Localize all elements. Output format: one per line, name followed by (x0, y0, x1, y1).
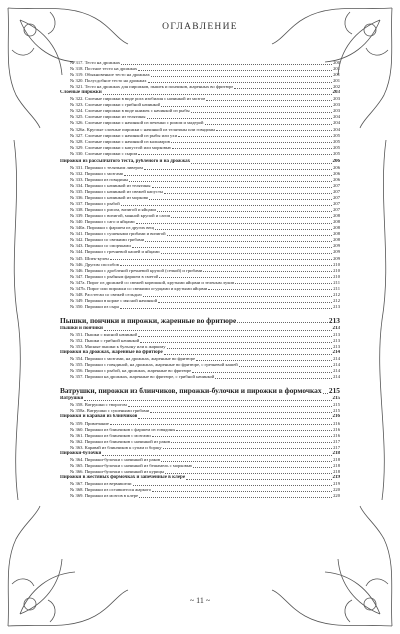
toc-page-number: 204 (333, 126, 340, 132)
toc-entry-title: № 328. Слоеные пирожки с начинкой из кальмаров (70, 138, 170, 144)
toc-page-number: 212 (333, 291, 340, 297)
toc-page-number: 218 (333, 462, 340, 468)
dot-leader (203, 271, 332, 272)
dot-leader (143, 296, 332, 297)
toc-page-number: 218 (333, 456, 340, 462)
toc-entry-title: № 322. Слоеные пирожки в виде рога изобилия с начинкой из мозгов (70, 96, 206, 102)
toc-page-number: 201 (333, 72, 340, 78)
dot-leader (120, 308, 332, 309)
dot-leader (161, 253, 333, 254)
toc-page-number: 216 (332, 414, 340, 420)
toc-page-number: 213 (333, 331, 340, 337)
dot-leader (176, 430, 332, 431)
dot-leader (234, 88, 332, 89)
toc-entry-title: № 342. Пирожки со свежими грибами (70, 237, 145, 243)
dot-leader (110, 424, 332, 425)
toc-entry-title: № 332. Пирожки с мозгами (70, 170, 124, 176)
dot-leader (133, 485, 333, 486)
dot-leader (161, 461, 332, 462)
toc-entry-title: № 341. Пирожки с сушеными грибами и визигой (70, 231, 166, 237)
toc-page-number: 213 (333, 338, 340, 344)
toc-page-number: 203 (333, 96, 340, 102)
toc-page-number: 207 (333, 201, 340, 207)
toc-page-number: 206 (332, 158, 340, 164)
toc-page-number: 213 (333, 303, 340, 309)
toc-page-number: 218 (332, 450, 340, 456)
toc-page-number: 209 (333, 243, 340, 249)
toc-page-number: 205 (333, 144, 340, 150)
dot-leader (144, 169, 332, 170)
toc-page-number: 214 (332, 350, 340, 356)
toc-entry-title: № 336. Пирожки с начинкой из моркови (70, 195, 149, 201)
toc-page-number: 215 (333, 408, 340, 414)
dot-leader (206, 100, 332, 101)
toc-page-number: 215 (333, 402, 340, 408)
dot-leader (178, 136, 332, 137)
toc-page-number: 220 (333, 493, 340, 499)
toc-page-number: 214 (333, 374, 340, 380)
toc-page-number: 211 (333, 285, 340, 291)
toc-entry-title: № 337. Пирожки с рыбой (70, 201, 120, 207)
dot-leader (171, 217, 332, 218)
table-of-contents (60, 60, 340, 499)
toc-entry-title: № 358. Ватрушки с творогом (70, 402, 127, 408)
toc-entry-title: № 318. Постное тесто на дрожжах (70, 66, 138, 72)
dot-leader (158, 302, 332, 303)
toc-entry-title: № 317. Тесто на дрожжах (70, 60, 121, 65)
toc-page-number: 201 (333, 66, 340, 72)
toc-entry[interactable] (60, 374, 340, 380)
toc-entry-title: № 369. Пирожки из мозгов в клере (70, 493, 139, 499)
toc-page-number: 213 (333, 344, 340, 350)
toc-page-number: 216 (333, 432, 340, 438)
toc-page-number: 207 (333, 207, 340, 213)
toc-page-number: 206 (333, 170, 340, 176)
dot-leader (145, 241, 332, 242)
dot-leader (193, 467, 332, 468)
toc-entry-title: № 324. Слоеные пирожки в виде книжек с начинкой из рыбы (70, 108, 190, 114)
toc-entry-title: № 353. Мясные пышки к бульону или к жаркому (70, 344, 166, 350)
toc-entry-title: № 355. Пирожки с говядиной, на дрожжах, жаренные во фритюре, с гречневой кашей (70, 362, 238, 368)
dot-leader (216, 130, 332, 131)
toc-entry-title: № 326. Слоеные пирожки с начинкой из печенки с ромом и мадерой (70, 120, 204, 126)
toc-entry-title: № 351. Пышки с мясной начинкой (70, 331, 138, 337)
toc-entry-title: № 319. Обыкновенное тесто на дрожжах (70, 72, 150, 78)
dot-leader (155, 229, 332, 230)
toc-page-number: 210 (333, 261, 340, 267)
toc-entry-title: № 360. Пирожки из блинчиков с фаршем из говядины (70, 426, 176, 432)
toc-page-number: 208 (333, 231, 340, 237)
toc-entry[interactable] (60, 304, 340, 310)
toc-entry-title: № 358а. Ватрушки с сушеными грибами (70, 408, 150, 414)
toc-entry-title: № 350. Пирожки из сыра (70, 303, 119, 309)
dot-leader (136, 223, 333, 224)
toc-chapter[interactable] (60, 385, 340, 396)
dot-leader (138, 154, 332, 155)
dot-leader (186, 479, 331, 480)
toc-entry-title: № 326а. Круглые слоеные пирожки с начинкой из телятины или говядины (70, 126, 216, 132)
toc-entry-title: № 346. Пирожки с дробленой гречневой крупой (сечкой) и грибами (70, 267, 203, 273)
toc-entry-title: № 361. Пирожки из блинчиков с мозгами (70, 432, 151, 438)
dot-leader (140, 342, 332, 343)
dot-leader (237, 322, 328, 323)
toc-page-number: 214 (333, 356, 340, 362)
toc-entry-title: Пирожки-булочки (60, 450, 102, 456)
toc-entry-title: Пирожки на дрожжах, жаренные во фритюре (60, 350, 163, 356)
toc-page-number: 213 (332, 325, 340, 331)
toc-entry-title: № 363. Каравай из блинчиков к супам и борщу (70, 444, 162, 450)
toc-page-number: 204 (333, 114, 340, 120)
dot-leader (164, 354, 332, 355)
dot-leader (139, 497, 332, 498)
dot-leader (124, 175, 332, 176)
toc-page-number: 217 (333, 444, 340, 450)
dot-leader (163, 448, 332, 449)
toc-page-number: 208 (333, 219, 340, 225)
toc-entry-title: № 334. Пирожки с начинкой из телятины (70, 182, 151, 188)
dot-leader (161, 106, 332, 107)
toc-entry-title: № 362. Пирожки из блинчиков с начинкой из раков (70, 438, 171, 444)
dot-leader (172, 148, 332, 149)
toc-page-number: 219 (333, 481, 340, 486)
dot-leader (138, 70, 332, 71)
toc-page-number: 216 (333, 426, 340, 432)
toc-page-number: 206 (333, 164, 340, 170)
dot-leader (148, 82, 333, 83)
page-title: ОГЛАВЛЕНИЕ (162, 22, 238, 32)
dot-leader (103, 94, 332, 95)
toc-entry-title: № 338. Пирожки с рисом, визигой и яйцами (70, 207, 156, 213)
dot-leader (196, 360, 332, 361)
toc-entry-title: № 359. Примечание (70, 420, 109, 426)
toc-page-number: 207 (333, 195, 340, 201)
toc-entry-title: № 331. Пирожки с телячьим ливером (70, 164, 143, 170)
toc-entry-title: № 327. Слоеные пирожки с начинкой из рыбы или ухи (70, 132, 178, 138)
dot-leader (150, 412, 332, 413)
toc-entry-title: № 321. Тесто на дрожжах для пирожков, пышек и пончиков, жаренных во фритюре (70, 84, 234, 90)
toc-page-number: 205 (333, 150, 340, 156)
toc-entry-title: № 333. Пирожки из говядины (70, 176, 129, 182)
toc-entry-title: Пирожки и караваи из блинчиков (60, 414, 138, 420)
toc-entry-title: № 352. Пышки с грибной начинкой (70, 338, 140, 344)
toc-entry-title: № 364. Пирожки-булочки с начинкой из раков (70, 456, 161, 462)
dot-leader (235, 283, 332, 284)
dot-leader (151, 76, 332, 77)
toc-entry-title: № 347. Пирожки с рыбным фаршем в сметой (70, 273, 159, 279)
dot-leader (147, 118, 333, 119)
toc-page-number: 208 (333, 237, 340, 243)
toc-entry-title: № 339. Пирожки с визигой, манной крупой и сагом (70, 213, 171, 219)
toc-page-number: 203 (333, 102, 340, 108)
dot-leader (128, 406, 332, 407)
toc-entry-title: № 347а. Пирог из дрожжей со свежей корюшкой, крутыми яйцами и зеленым луком (70, 279, 235, 285)
dot-leader (191, 112, 332, 113)
toc-entry-title: № 367. Пирожки из вермишели (70, 481, 132, 486)
dot-leader (167, 235, 332, 236)
toc-entry-title: № 345. Шпек-кухен (70, 255, 109, 261)
dot-leader (110, 259, 332, 260)
toc-entry-title: Пирожки из рассыпчатого теста, рубленого и на дрожжах (60, 158, 191, 164)
dot-leader (149, 199, 332, 200)
toc-entry-title: Ватрушки (60, 396, 84, 402)
dot-leader (152, 491, 332, 492)
dot-leader (159, 277, 332, 278)
toc-entry-title: № 325. Слоеные пирожки из телятины (70, 114, 146, 120)
dot-leader (157, 211, 332, 212)
toc-entry-title: № 354. Пирожки с мозгами, на дрожжах, жаренные во фритюре (70, 356, 196, 362)
toc-entry-title: № 329. Слоеные пирожки с капустой или морковью (70, 144, 172, 150)
toc-page-number: 205 (333, 132, 340, 138)
toc-entry-title: № 347b. Пирог или пирожки со свежими огурцами и крутыми яйцами (70, 285, 208, 291)
toc-entry-title: Пирожки в жестяных формочках и запеченные в клере (60, 474, 186, 480)
toc-page-number: 201 (333, 78, 340, 84)
toc-entry-title: № 330. Слоеные пирожки с сыром (70, 150, 138, 156)
toc-page-number: 219 (332, 474, 340, 480)
toc-page-number: 217 (333, 438, 340, 444)
toc-entry[interactable] (60, 493, 340, 499)
dot-leader (138, 418, 331, 419)
toc-entry-title: Слоеные пирожки (60, 90, 102, 96)
toc-page-number: 204 (333, 120, 340, 126)
toc-entry-title: № 348. Расстегаи со свежей сельдью (70, 291, 142, 297)
toc-page-number: 216 (333, 420, 340, 426)
dot-leader (208, 289, 332, 290)
dot-leader (171, 442, 332, 443)
toc-entry-title: Пышки и пончики (60, 325, 103, 331)
dot-leader (120, 265, 332, 266)
dot-leader (121, 64, 332, 65)
toc-page-number: 200 (333, 60, 340, 65)
dot-leader (164, 193, 332, 194)
dot-leader (167, 348, 333, 349)
dot-leader (192, 372, 332, 373)
toc-page-number: 215 (328, 386, 340, 396)
toc-entry-title: № 335. Пирожки с начинкой из свежей капусты (70, 188, 164, 194)
toc-page-number: 203 (333, 108, 340, 114)
toc-page-number: 209 (333, 249, 340, 255)
toc-page-number: 202 (333, 84, 340, 90)
dot-leader (165, 473, 332, 474)
toc-entry-title: Ватрушки, пирожки из блинчиков, пирожки-булочки и пирожки в формочках (60, 386, 322, 396)
toc-entry-title: № 346. Другим способом (70, 261, 120, 267)
toc-page-number: 206 (333, 176, 340, 182)
toc-entry-title: № 340. Пирожки с саго и яйцами (70, 219, 135, 225)
dot-leader (129, 181, 332, 182)
dot-leader (205, 124, 333, 125)
toc-page-number: 203 (332, 90, 340, 96)
toc-page-number: 207 (333, 182, 340, 188)
toc-entry-title: № 357. Пирожки на дрожжах, жаренные во фритюре, с грибной начинкой (70, 374, 215, 380)
dot-leader (104, 330, 332, 331)
dot-leader (215, 378, 332, 379)
toc-page-number: 211 (333, 279, 340, 285)
toc-page-number: 218 (333, 468, 340, 474)
toc-page-number: 208 (333, 225, 340, 231)
dot-leader (138, 336, 332, 337)
toc-page-number: 214 (333, 368, 340, 374)
toc-page-number: 210 (333, 267, 340, 273)
toc-page-number: 220 (333, 487, 340, 493)
toc-entry-title: № 323. Слоеные пирожки с грибной начинкой (70, 102, 161, 108)
toc-page-number: 212 (333, 297, 340, 303)
toc-entry-title: № 344. Пирожки с гречневой кашей и яйцами (70, 249, 160, 255)
toc-entry-title: № 365. Пирожки-булочки с начинкой из бешамель с морковью (70, 462, 193, 468)
toc-page-number: 205 (333, 138, 340, 144)
dot-leader (239, 366, 332, 367)
toc-entry-title: № 343. Пирожки со сморчками (70, 243, 131, 249)
toc-entry-title: № 366. Пирожки-булочки с начинкой из курицы (70, 468, 165, 474)
dot-leader (152, 436, 332, 437)
toc-page-number: 213 (328, 315, 340, 325)
dot-leader (84, 400, 331, 401)
toc-entry-title: № 340а. Пирожки с фаршем из других вещ (70, 225, 154, 231)
toc-entry-title: № 356. Пирожки с рыбой, на дрожжах, жаренные во фритюре (70, 368, 192, 374)
toc-entry-title: Пышки, пончики и пирожки, жаренные во фритюре (60, 315, 237, 325)
toc-page-number: 207 (333, 188, 340, 194)
toc-page-number: 208 (333, 213, 340, 219)
dot-leader (323, 393, 328, 394)
page-number: ~ 11 ~ (189, 596, 211, 605)
dot-leader (171, 142, 332, 143)
toc-page-number: 215 (332, 396, 340, 402)
toc-page-number: 209 (333, 255, 340, 261)
toc-page-number: 210 (333, 273, 340, 279)
dot-leader (121, 205, 332, 206)
dot-leader (102, 455, 331, 456)
toc-entry-title: № 368. Пирожки из оставшегося жаркого (70, 487, 152, 493)
toc-page-number: 214 (333, 362, 340, 368)
toc-entry-title: № 349. Пирожки в корже с мясной начинкой (70, 297, 158, 303)
dot-leader (132, 247, 332, 248)
toc-chapter[interactable] (60, 315, 340, 326)
dot-leader (191, 163, 331, 164)
toc-entry-title: № 320. Полусдобное тесто на дрожжах (70, 78, 147, 84)
dot-leader (152, 187, 333, 188)
